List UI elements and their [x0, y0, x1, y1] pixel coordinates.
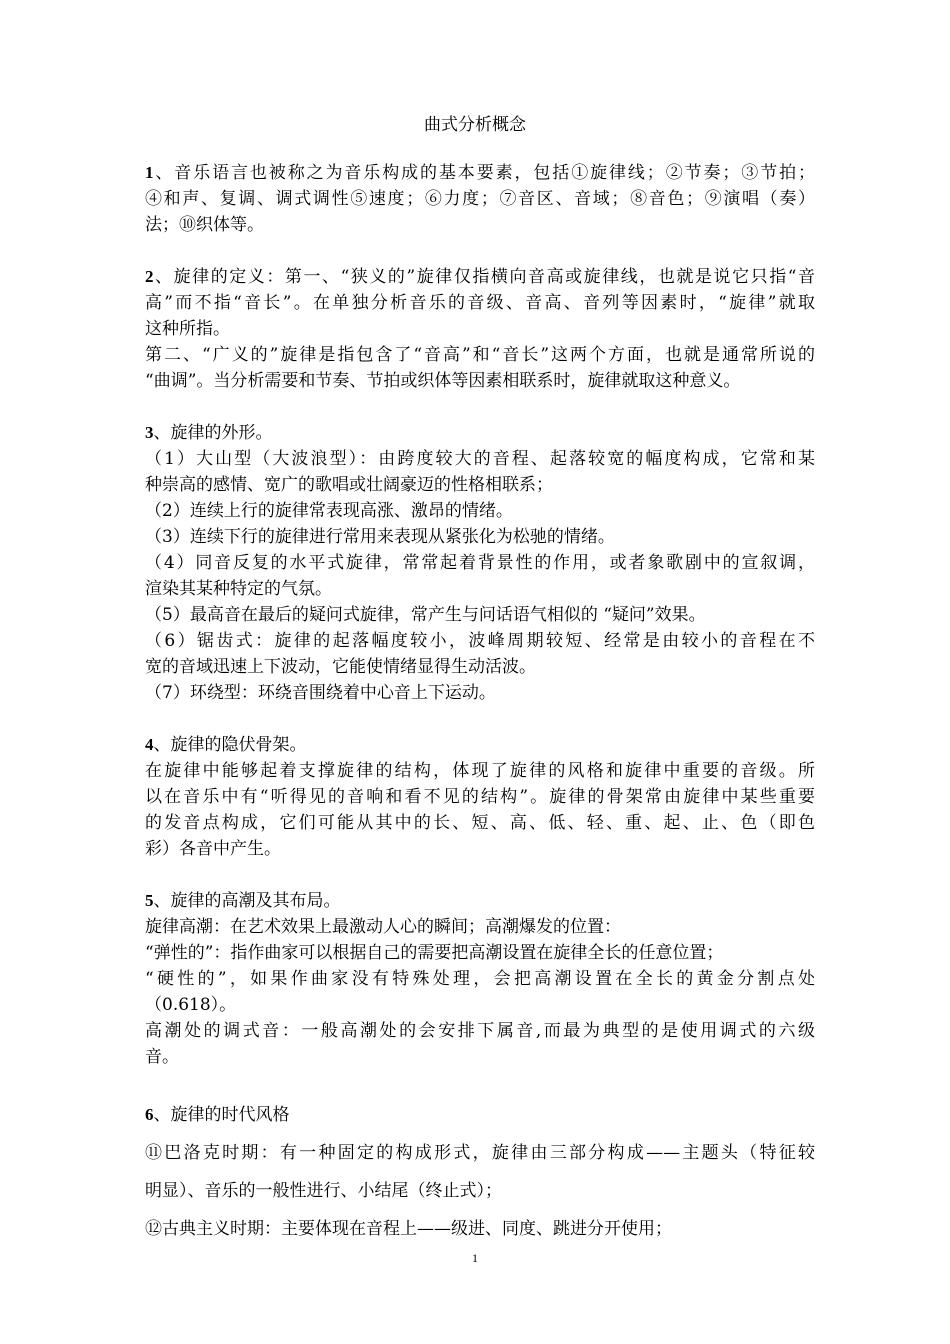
paragraph-line: 6、旋律的时代风格 — [145, 1105, 290, 1125]
section-2 — [145, 264, 815, 394]
paragraph-line: ⑪巴洛克时期：有一种固定的构成形式，旋律由三部分构成——主题头（特征较 — [145, 1143, 815, 1163]
section-number: 6 — [145, 1105, 154, 1124]
section-number: 5 — [145, 891, 154, 910]
paragraph-line: 宽的音域迅速上下波动，它能使情绪显得生动活波。 — [145, 657, 536, 677]
document-title: 曲式分析概念 — [424, 115, 526, 135]
paragraph-line: ④和声、复调、调式调性⑤速度；⑥力度；⑦音区、音域；⑧音色；⑨演唱（奏） — [145, 189, 815, 209]
paragraph-line: 彩）各音中产生。 — [145, 839, 281, 859]
paragraph-line: （3）连续下行的旋律进行常用来表现从紧张化为松驰的情绪。 — [145, 527, 615, 547]
document-body — [145, 160, 815, 1274]
section-number: 4 — [145, 735, 154, 754]
paragraph-line: 明显）、音乐的一般性进行、小结尾（终止式）； — [145, 1181, 502, 1201]
paragraph-line: ⑫古典主义时期：主要体现在音程上——级进、同度、跳进分开使用； — [145, 1219, 672, 1239]
section-3 — [145, 420, 815, 706]
paragraph-line: 以在音乐中有“听得见的音响和看不见的结构”。旋律的骨架常由旋律中某些重要 — [145, 787, 815, 807]
paragraph-line: （5）最高音在最后的疑问式旋律，常产生与问话语气相似的 “疑问”效果。 — [145, 605, 706, 625]
paragraph-line: 第二、“广义的”旋律是指包含了“音高”和“音长”这两个方面，也就是通常所说的 — [145, 345, 815, 365]
paragraph-line: 的发音点构成，它们可能从其中的长、短、高、低、轻、重、起、止、色（即色 — [145, 813, 815, 833]
paragraph-line: “曲调”。当分析需要和节奏、节拍或织体等因素相联系时，旋律就取这种意义。 — [145, 371, 741, 391]
paragraph-line: 高”而不指“音长”。在单独分析音乐的音级、音高、音列等因素时，“旋律”就取 — [145, 293, 815, 313]
section-number: 3 — [145, 423, 154, 442]
paragraph-line: （0.618）。 — [145, 995, 237, 1015]
paragraph-line: 法；⑩织体等。 — [145, 215, 264, 235]
paragraph-line: 种崇高的感情、宽广的歌唱或壮阔豪迈的性格相联系； — [145, 475, 553, 495]
paragraph-line: 渲染其某种特定的气氛。 — [145, 579, 332, 599]
page-number: 1 — [472, 1251, 478, 1265]
paragraph-line: 旋律高潮：在艺术效果上最激动人心的瞬间；高潮爆发的位置： — [145, 917, 621, 937]
paragraph-line: 1、音乐语言也被称之为音乐构成的基本要素，包括①旋律线；②节奏；③节拍； — [145, 163, 815, 183]
paragraph-line: 高潮处的调式音：一般高潮处的会安排下属音,而最为典型的是使用调式的六级 — [145, 1021, 815, 1041]
section-5 — [145, 888, 815, 1070]
paragraph-line: 这种所指。 — [145, 319, 230, 339]
paragraph-line: 2、旋律的定义：第一、“狭义的”旋律仅指横向音高或旋律线，也就是说它只指“音 — [145, 267, 815, 287]
section-4 — [145, 732, 815, 862]
paragraph-line: 5、旋律的高潮及其布局。 — [145, 891, 341, 911]
paragraph-line: （1）大山型（大波浪型）：由跨度较大的音程、起落较宽的幅度构成，它常和某 — [145, 449, 815, 469]
section-number: 1 — [145, 163, 154, 182]
section-6 — [145, 1096, 815, 1248]
paragraph-line: 3、旋律的外形。 — [145, 423, 273, 443]
section-1 — [145, 160, 815, 238]
paragraph-line: “硬性的”，如果作曲家没有特殊处理，会把高潮设置在全长的黄金分割点处 — [145, 969, 815, 989]
paragraph-line: 在旋律中能够起着支撑旋律的结构，体现了旋律的风格和旋律中重要的音级。所 — [145, 761, 815, 781]
paragraph-line: 4、旋律的隐伏骨架。 — [145, 735, 307, 755]
paragraph-line: （7）环绕型：环绕音围绕着中心音上下运动。 — [145, 683, 496, 703]
paragraph-line: （2）连续上行的旋律常表现高涨、激昂的情绪。 — [145, 501, 513, 521]
paragraph-line: 音。 — [145, 1047, 179, 1067]
paragraph-line: （6）锯齿式：旋律的起落幅度较小，波峰周期较短、经常是由较小的音程在不 — [145, 631, 815, 651]
paragraph-line: “弹性的”：指作曲家可以根据自己的需要把高潮设置在旋律全长的任意位置； — [145, 943, 724, 963]
section-number: 2 — [145, 267, 154, 286]
paragraph-line: （4）同音反复的水平式旋律，常常起着背景性的作用，或者象歌剧中的宣叙调， — [145, 553, 815, 573]
